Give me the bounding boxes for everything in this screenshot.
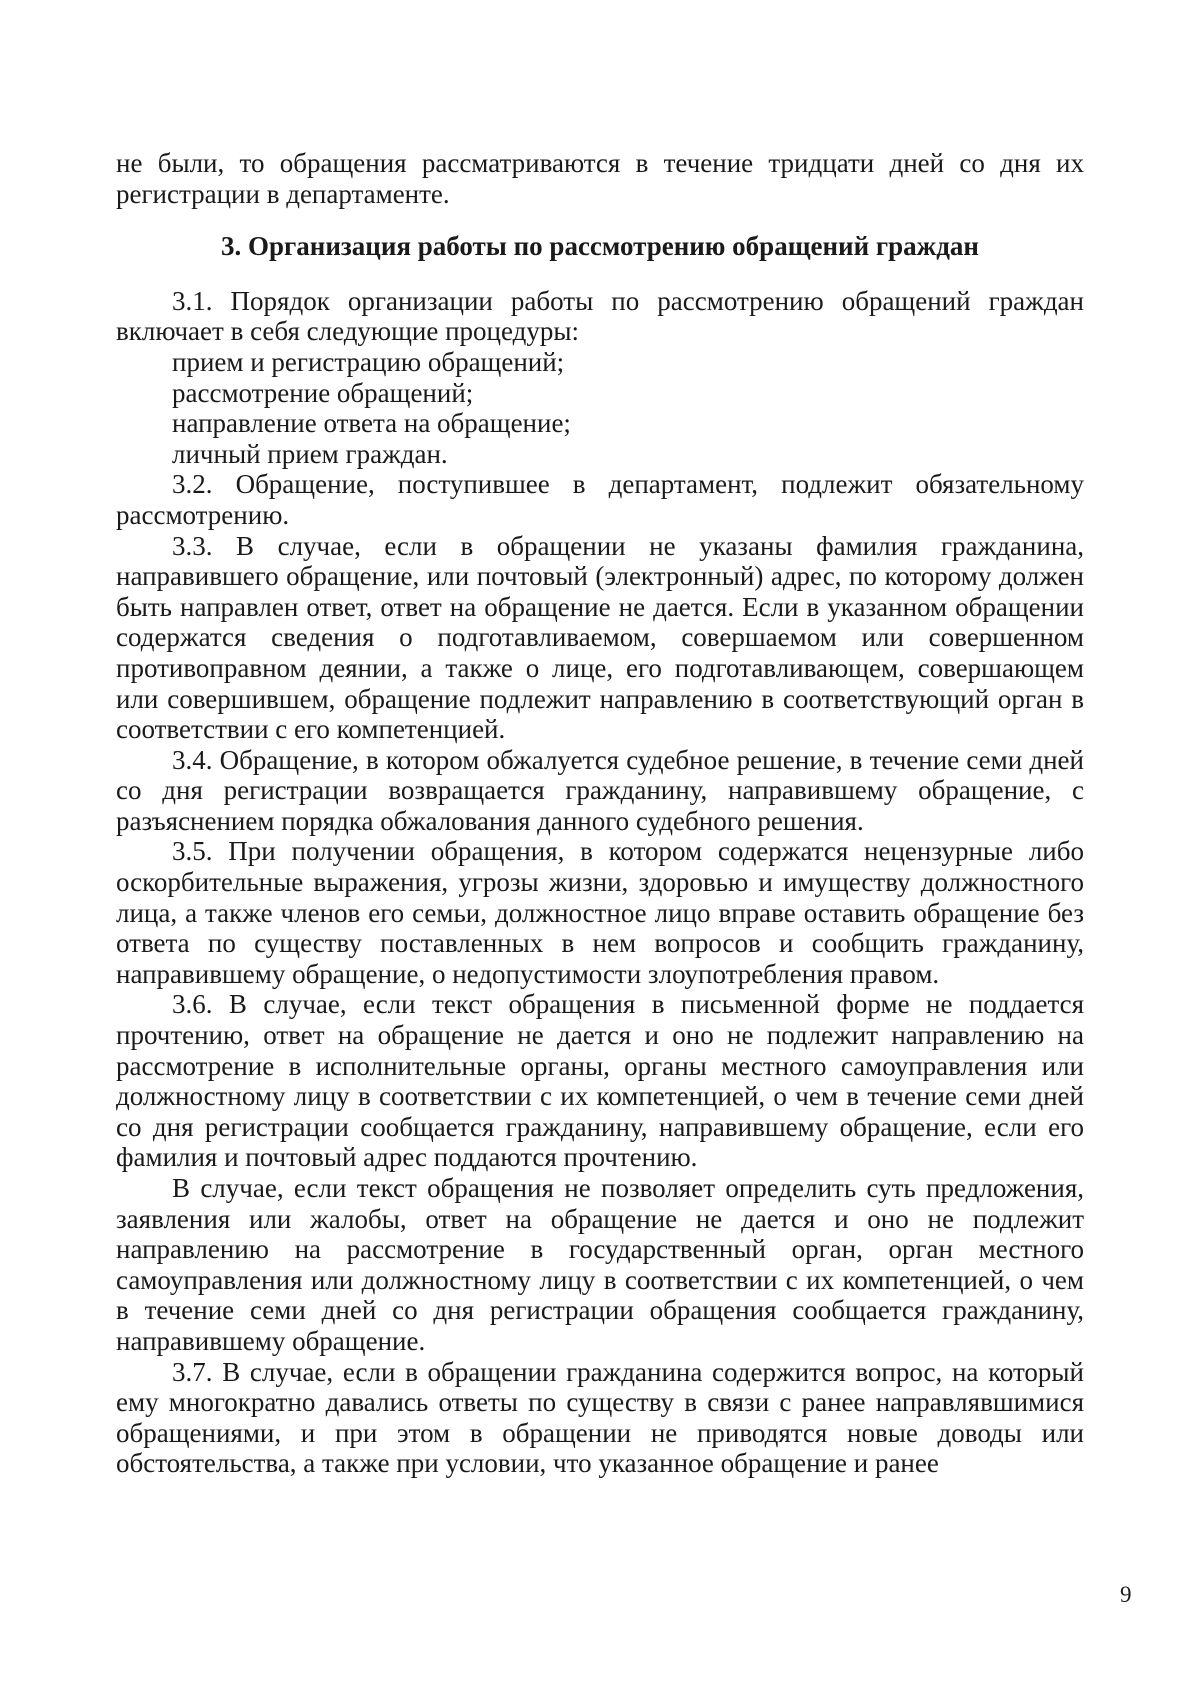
- paragraph-3-6: 3.6. В случае, если текст обращения в письменной форме не поддается прочтению, ответ на обращение не дается и оно не подлежит направлению на рассмотрение в исполнительные органы, органы местного самоуправления или должностному лицу в соответствии с их компетенцией, о чем в течение семи дней со дня регистрации сообщается гражданину, направившему обращение, если его фамилия и почтовый адрес поддаются прочтению.: [116, 989, 1084, 1173]
- paragraph-3-6-continued: В случае, если текст обращения не позволяет определить суть предложения, заявления или жалобы, ответ на обращение не дается и оно не подлежит направлению на рассмотрение в государственный орган, орган местного самоуправления или должностному лицу в соответствии с их компетенцией, о чем в течение семи дней со дня регистрации обращения сообщается гражданину, направившему обращение.: [116, 1173, 1084, 1356]
- list-item: рассмотрение обращений;: [172, 377, 474, 408]
- paragraph-3-3: 3.3. В случае, если в обращении не указаны фамилия гражданина, направившего обращение, или почтовый (электронный) адрес, по которому должен быть направлен ответ, ответ на обращение не дается. Если в указанном обращении содержатся сведения о подготавливаемом, совершаемом или совершенном противоправном деянии, а также о лице, его подготавливающем, совершающем или совершившем, обращение подлежит направлению в соответствующий орган в соответствии с его компетенцией.: [116, 530, 1084, 745]
- list-item: направление ответа на обращение;: [172, 408, 571, 439]
- list-item: личный прием граждан.: [172, 438, 448, 469]
- paragraph-3-4: 3.4. Обращение, в котором обжалуется судебное решение, в течение семи дней со дня регистрации возвращается гражданину, направившему обращение, с разъяснением порядка обжалования данного судебного решения.: [116, 744, 1084, 836]
- paragraph-3-2: 3.2. Обращение, поступившее в департамент, подлежит обязательному рассмотрению.: [116, 469, 1084, 530]
- document-page: [116, 148, 1084, 1479]
- paragraph-3-7: 3.7. В случае, если в обращении гражданина содержится вопрос, на который ему многократно давались ответы по существу в связи с ранее направлявшимися обращениями, и при этом в обращении не приводятся новые доводы или обстоятельства, а также при условии, что указанное обращение и ранее: [116, 1356, 1084, 1479]
- carryover-paragraph: не были, то обращения рассматриваются в течение тридцати дней со дня их регистрации в департаменте.: [116, 148, 1084, 209]
- paragraph-3-1: 3.1. Порядок организации работы по рассмотрению обращений граждан включает в себя следующие процедуры:: [116, 285, 1084, 347]
- page-number: 9: [1120, 1582, 1132, 1607]
- list-item: прием и регистрацию обращений;: [172, 346, 565, 377]
- paragraph-3-5: 3.5. При получении обращения, в котором содержатся нецензурные либо оскорбительные выражения, угрозы жизни, здоровью и имуществу должностного лица, а также членов его семьи, должностное лицо вправе оставить обращение без ответа по существу поставленных в нем вопросов и сообщить гражданину, направившему обращение, о недопустимости злоупотребления правом.: [116, 836, 1084, 989]
- section-heading: 3. Организация работы по рассмотрению обращений граждан: [221, 231, 979, 262]
